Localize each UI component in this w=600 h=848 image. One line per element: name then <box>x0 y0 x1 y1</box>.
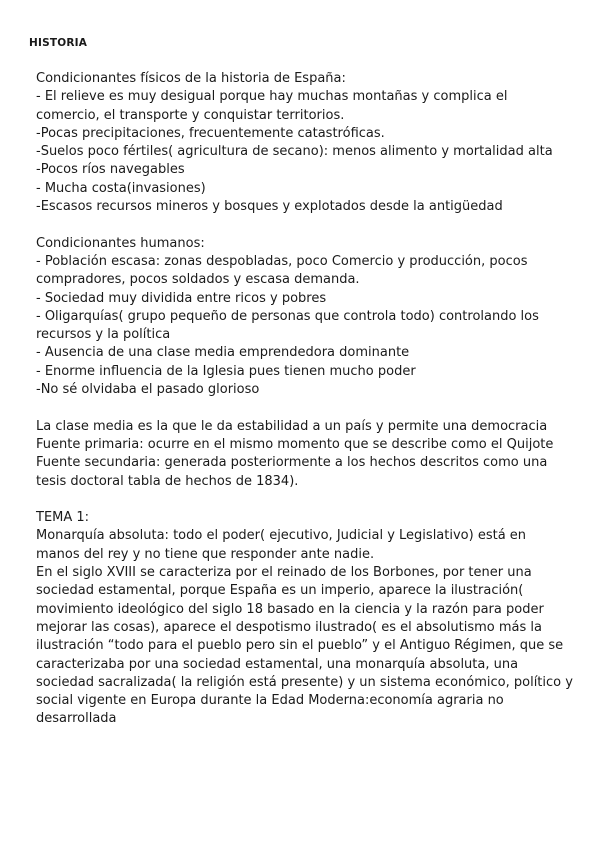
paragraph-spacer <box>36 399 581 417</box>
text-line: sociedad estamental, porque España es un imperio, aparece la ilustración( <box>36 583 524 599</box>
paragraph-spacer <box>36 216 581 234</box>
text-line: TEMA 1: <box>36 510 90 526</box>
text-line: -Suelos poco fértiles( agricultura de secano): menos alimento y mortalidad alta <box>36 144 553 160</box>
text-line: desarrollada <box>36 711 117 727</box>
paragraph-spacer <box>36 491 581 509</box>
text-line: Condicionantes humanos: <box>36 235 205 251</box>
text-line: - El relieve es muy desigual porque hay muchas montañas y complica el <box>36 89 508 105</box>
text-line: Condicionantes físicos de la historia de España: <box>36 71 346 86</box>
text-line: - Ausencia de una clase media emprendedora dominante <box>36 345 410 361</box>
text-line: movimiento ideológico del siglo 18 basado en la ciencia y la razón para poder <box>36 601 544 617</box>
text-line: recursos y la política <box>36 327 171 343</box>
text-line: Fuente secundaria: generada posteriormente a los hechos descritos como una <box>36 455 548 471</box>
text-line: -Pocos ríos navegables <box>36 162 185 178</box>
paragraph-4 <box>36 509 581 729</box>
text-line: La clase media es la que le da estabilidad a un país y permite una democracia <box>36 418 548 434</box>
text-line: social vigente en Europa durante la Edad Moderna:economía agraria no <box>36 693 504 709</box>
paragraph-1 <box>36 70 581 216</box>
text-line: - Mucha costa(invasiones) <box>36 180 206 196</box>
text-line: tesis doctoral tabla de hechos de 1834). <box>36 473 299 489</box>
text-line: compradores, pocos soldados y escasa demanda. <box>36 272 360 288</box>
text-line: - Oligarquías( grupo pequeño de personas que controla todo) controlando los <box>36 308 539 324</box>
document-body <box>36 70 581 729</box>
text-line: ilustración “todo para el pueblo pero sin el pueblo” y el Antiguo Régimen, que se <box>36 638 564 654</box>
text-line: mejorar las cosas), aparece el despotismo ilustrado( es el absolutismo más la <box>36 619 543 635</box>
text-line: - Enorme influencia de la Iglesia pues tienen mucho poder <box>36 363 416 379</box>
text-line: Fuente primaria: ocurre en el mismo momento que se describe como el Quijote <box>36 436 554 452</box>
text-line: - Sociedad muy dividida entre ricos y pobres <box>36 290 327 306</box>
text-line: -No sé olvidaba el pasado glorioso <box>36 382 260 398</box>
document-heading: HISTORIA <box>29 37 88 49</box>
text-line: -Pocas precipitaciones, frecuentemente catastróficas. <box>36 125 385 141</box>
text-line: En el siglo XVIII se caracteriza por el reinado de los Borbones, por tener una <box>36 565 532 581</box>
text-line: Monarquía absoluta: todo el poder( ejecutivo, Judicial y Legislativo) está en <box>36 528 527 544</box>
paragraph-3 <box>36 418 581 491</box>
text-line: - Población escasa: zonas despobladas, poco Comercio y producción, pocos <box>36 253 528 269</box>
text-line: sociedad sacralizada( la religión está presente) y un sistema económico, político y <box>36 674 573 690</box>
text-line: -Escasos recursos mineros y bosques y explotados desde la antigüedad <box>36 199 503 215</box>
text-line: manos del rey y no tiene que responder ante nadie. <box>36 546 375 562</box>
text-line: comercio, el transporte y conquistar territorios. <box>36 107 345 123</box>
paragraph-2 <box>36 235 581 400</box>
text-line: caracterizaba por una sociedad estamental, una monarquía absoluta, una <box>36 656 519 672</box>
